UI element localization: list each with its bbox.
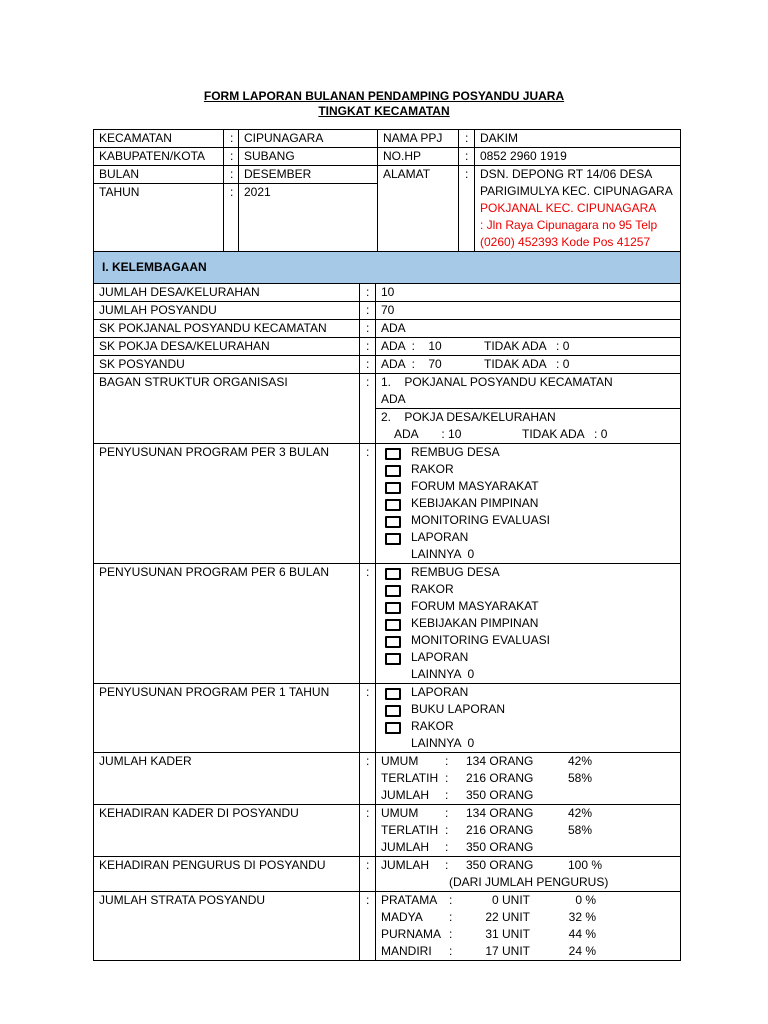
sk-pokjanal-label: SK POKJANAL POSYANDU KECAMATAN — [94, 320, 360, 338]
no-hp-label: NO.HP — [378, 148, 459, 166]
checkbox-icon[interactable] — [385, 516, 401, 528]
checkbox-icon[interactable] — [385, 533, 401, 545]
checkbox-icon[interactable] — [385, 448, 401, 460]
tahun-value: 2021 — [239, 184, 378, 252]
kader-label: JUMLAH KADER — [94, 753, 360, 805]
hadir-kader-label: KEHADIRAN KADER DI POSYANDU — [94, 805, 360, 857]
checkbox-option[interactable]: MONITORING EVALUASI — [381, 632, 680, 649]
checkbox-option[interactable]: KEBIJAKAN PIMPINAN — [381, 615, 680, 632]
strata-row: PURNAMA : 31 UNIT 44 % — [381, 927, 596, 941]
kader-row: UMUM : 134 ORANG 42% — [381, 754, 593, 768]
hadir-kader-values — [376, 805, 681, 857]
prog6-label: PENYUSUNAN PROGRAM PER 6 BULAN — [94, 564, 360, 684]
checkbox-option[interactable]: MONITORING EVALUASI — [381, 512, 680, 529]
header-table — [93, 129, 681, 252]
alamat-value — [475, 166, 681, 252]
bulan-label: BULAN — [94, 166, 224, 184]
section-title: I. KELEMBAGAAN — [94, 252, 681, 284]
form-subtitle: TINGKAT KECAMATAN — [318, 104, 450, 118]
strata-row: PRATAMA : 0 UNIT 0 % — [381, 893, 596, 907]
checkbox-option[interactable]: FORUM MASYARAKAT — [381, 478, 680, 495]
colon: : — [224, 184, 239, 252]
bagan-item1 — [376, 374, 681, 409]
checkbox-option[interactable]: LAPORAN — [381, 649, 680, 666]
colon: : — [360, 892, 376, 961]
alamat-line1: DSN. DEPONG RT 14/06 DESA — [480, 167, 653, 181]
colon: : — [360, 302, 376, 320]
checkbox-option[interactable]: LAPORAN — [381, 684, 680, 701]
checkbox-icon[interactable] — [385, 465, 401, 477]
sk-pokjanal-value: ADA — [376, 320, 681, 338]
checkbox-option[interactable]: REMBUG DESA — [381, 564, 680, 581]
sk-posyandu-value — [376, 356, 681, 374]
hadir-pengurus-values — [376, 857, 681, 892]
alamat-red2: : Jln Raya Cipunagara no 95 Telp — [480, 218, 658, 232]
bagan-item2-tidak: TIDAK ADA : 0 — [522, 427, 608, 441]
sk-posyandu-label: SK POSYANDU — [94, 356, 360, 374]
lainnya: LAINNYA 0 — [411, 547, 475, 561]
colon: : — [459, 166, 475, 252]
colon: : — [360, 753, 376, 805]
checkbox-option[interactable]: RAKOR — [381, 718, 680, 735]
colon: : — [360, 320, 376, 338]
bagan-item1-value: ADA — [381, 392, 406, 406]
strata-row: MADYA : 22 UNIT 32 % — [381, 910, 596, 924]
checkbox-option[interactable]: RAKOR — [381, 581, 680, 598]
colon: : — [360, 444, 376, 564]
hadir-pengurus-key: JUMLAH — [381, 858, 430, 872]
checkbox-icon[interactable] — [385, 602, 401, 614]
kabupaten-value: SUBANG — [239, 148, 378, 166]
strata-values — [376, 892, 681, 961]
desa-label: JUMLAH DESA/KELURAHAN — [94, 284, 360, 302]
checkbox-icon[interactable] — [385, 636, 401, 648]
prog1-label: PENYUSUNAN PROGRAM PER 1 TAHUN — [94, 684, 360, 753]
colon: : — [224, 148, 239, 166]
kecamatan-label: KECAMATAN — [94, 130, 224, 148]
kader-row: JUMLAH : 350 ORANG — [381, 788, 534, 802]
checkbox-icon[interactable] — [385, 585, 401, 597]
hadir-kader-row: TERLATIH : 216 ORANG 58% — [381, 823, 593, 837]
colon: : — [360, 284, 376, 302]
kader-row: TERLATIH : 216 ORANG 58% — [381, 771, 593, 785]
bulan-value: DESEMBER — [239, 166, 378, 184]
checkbox-icon[interactable] — [385, 653, 401, 665]
hadir-pengurus-percent: 100 % — [568, 858, 603, 872]
checkbox-icon[interactable] — [385, 619, 401, 631]
posyandu-value: 70 — [376, 302, 681, 320]
alamat-line2: PARIGIMULYA KEC. CIPUNAGARA — [480, 184, 673, 198]
prog3-label: PENYUSUNAN PROGRAM PER 3 BULAN — [94, 444, 360, 564]
strata-row: MANDIRI : 17 UNIT 24 % — [381, 944, 596, 958]
checkbox-option[interactable]: BUKU LAPORAN — [381, 701, 680, 718]
sk-pokja-tidak: TIDAK ADA : 0 — [484, 339, 570, 353]
colon: : — [360, 338, 376, 356]
checkbox-option[interactable]: RAKOR — [381, 461, 680, 478]
alamat-label: ALAMAT — [378, 166, 459, 252]
colon: : — [360, 356, 376, 374]
hadir-kader-row: UMUM : 134 ORANG 42% — [381, 806, 593, 820]
no-hp-value: 0852 2960 1919 — [475, 148, 681, 166]
colon: : — [224, 166, 239, 184]
hadir-pengurus-note: (DARI JUMLAH PENGURUS) — [449, 875, 609, 889]
sk-pokja-label: SK POKJA DESA/KELURAHAN — [94, 338, 360, 356]
bagan-item2 — [376, 409, 681, 444]
checkbox-option[interactable]: REMBUG DESA — [381, 444, 680, 461]
bagan-label: BAGAN STRUKTUR ORGANISASI — [94, 374, 360, 444]
colon: : — [459, 130, 475, 148]
prog6-options — [376, 564, 681, 684]
prog3-options — [376, 444, 681, 564]
checkbox-option[interactable]: KEBIJAKAN PIMPINAN — [381, 495, 680, 512]
checkbox-icon[interactable] — [385, 688, 401, 700]
checkbox-icon[interactable] — [385, 705, 401, 717]
lainnya: LAINNYA 0 — [411, 667, 475, 681]
checkbox-option[interactable]: FORUM MASYARAKAT — [381, 598, 680, 615]
kelembagaan-table — [93, 251, 681, 961]
strata-label: JUMLAH STRATA POSYANDU — [94, 892, 360, 961]
prog1-options — [376, 684, 681, 753]
colon: : — [360, 857, 376, 892]
nama-ppj-label: NAMA PPJ — [378, 130, 459, 148]
checkbox-icon[interactable] — [385, 482, 401, 494]
colon: : — [360, 684, 376, 753]
bagan-item2-title: 2. POKJA DESA/KELURAHAN — [381, 410, 556, 424]
hadir-pengurus-label: KEHADIRAN PENGURUS DI POSYANDU — [94, 857, 360, 892]
checkbox-icon[interactable] — [385, 499, 401, 511]
colon: : — [360, 374, 376, 444]
bagan-item2-values — [381, 426, 680, 443]
hadir-pengurus-value: 350 ORANG — [466, 858, 534, 872]
checkbox-option[interactable]: LAPORAN — [381, 529, 680, 546]
kader-values — [376, 753, 681, 805]
colon: : — [224, 130, 239, 148]
desa-value: 10 — [376, 284, 681, 302]
colon: : — [360, 805, 376, 857]
sk-posyandu-ada: ADA : 70 — [381, 357, 442, 371]
kecamatan-value: CIPUNAGARA — [239, 130, 378, 148]
sk-posyandu-tidak: TIDAK ADA : 0 — [484, 357, 570, 371]
bagan-item1-title: 1. POKJANAL POSYANDU KECAMATAN — [381, 375, 613, 389]
lainnya: LAINNYA 0 — [411, 736, 475, 750]
bagan-item2-ada: ADA : 10 — [394, 427, 462, 441]
hadir-kader-row: JUMLAH : 350 ORANG — [381, 840, 534, 854]
alamat-red3: (0260) 452393 Kode Pos 41257 — [480, 235, 651, 249]
colon: : — [360, 564, 376, 684]
checkbox-icon[interactable] — [385, 722, 401, 734]
checkbox-icon[interactable] — [385, 568, 401, 580]
nama-ppj-value: DAKIM — [475, 130, 681, 148]
tahun-label: TAHUN — [94, 184, 224, 252]
kabupaten-label: KABUPATEN/KOTA — [94, 148, 224, 166]
form-title: FORM LAPORAN BULANAN PENDAMPING POSYANDU JUARA — [203, 89, 565, 103]
colon: : — [445, 858, 449, 872]
colon: : — [459, 148, 475, 166]
sk-pokja-value — [376, 338, 681, 356]
alamat-red1: POKJANAL KEC. CIPUNAGARA — [480, 201, 657, 215]
posyandu-label: JUMLAH POSYANDU — [94, 302, 360, 320]
sk-pokja-ada: ADA : 10 — [381, 339, 442, 353]
